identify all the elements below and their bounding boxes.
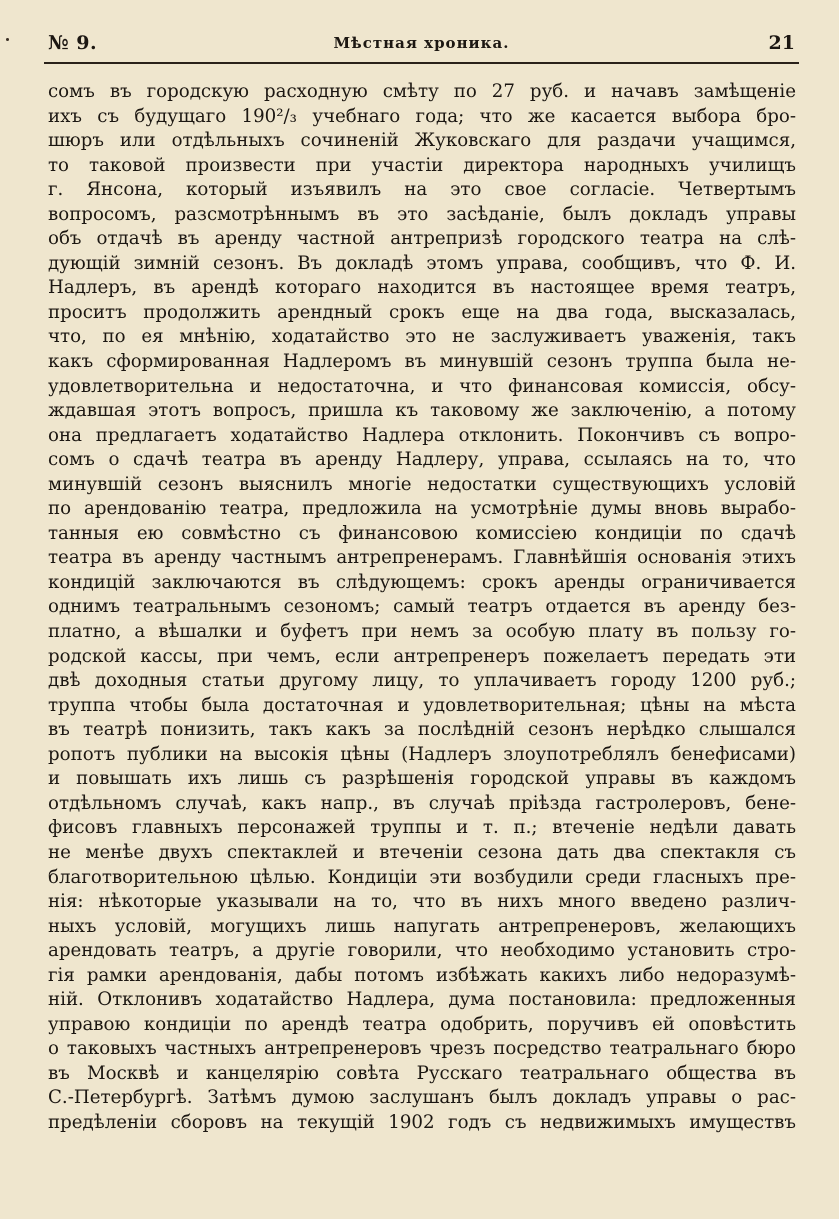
text-line: какъ сформированная Надлеромъ въ минувшій сезонъ труппа была не- <box>48 351 796 373</box>
text-line: въ театрѣ понизить, такъ какъ за послѣдній сезонъ нерѣдко слышался <box>48 719 796 741</box>
text-line: однимъ театральнымъ сезономъ; самый театръ отдается въ аренду без- <box>48 596 796 618</box>
text-line: С.-Петербургѣ. Затѣмъ думою заслушанъ былъ докладъ управы о рас- <box>48 1087 796 1109</box>
text-line: минувшій сезонъ выяснилъ многіе недостатки существующихъ условій <box>48 473 796 495</box>
text-line: танныя ею совмѣстно съ финансовою комиссіею кондиціи по сдачѣ <box>48 522 796 544</box>
text-line: благотворительною цѣлью. Кондиціи эти возбудили среди гласныхъ пре- <box>48 866 796 888</box>
page-number: 21 <box>768 32 795 54</box>
paper-speck <box>6 38 9 41</box>
text-line: платно, а вѣшалки и буфетъ при немъ за особую плату въ пользу го- <box>48 621 796 643</box>
text-line: г. Янсона, который изъявилъ на это свое согласіе. Четвертымъ <box>48 179 796 201</box>
section-title: Мѣстная хроника. <box>333 34 510 52</box>
text-line: она предлагаетъ ходатайство Надлера отклонить. Покончивъ съ вопро- <box>48 424 796 446</box>
issue-number: № 9. <box>48 32 98 54</box>
text-line: кондицій заключаются въ слѣдующемъ: срокъ аренды ограничивается <box>48 571 796 593</box>
text-line: что, по ея мнѣнію, ходатайство это не заслуживаетъ уваженія, такъ <box>48 326 796 348</box>
text-line: нія: нѣкоторые указывали на то, что въ нихъ много введено различ- <box>48 891 796 913</box>
text-line: двѣ доходныя статьи другому лицу, то уплачиваетъ городу 1200 руб.; <box>48 670 796 692</box>
text-line: сомъ въ городскую расходную смѣту по 27 руб. и начавъ замѣщеніе <box>48 81 796 102</box>
text-line: гія рамки арендованія, дабы потомъ избѣжать какихъ либо недоразумѣ- <box>48 964 796 986</box>
text-line: о таковыхъ частныхъ антрепренеровъ чрезъ посредство театральнаго бюро <box>48 1038 796 1060</box>
text-line: по арендованію театра, предложила на усмотрѣніе думы вновь вырабо- <box>48 498 796 520</box>
text-line: дующій зимній сезонъ. Въ докладѣ этомъ управа, сообщивъ, что Ф. И. <box>48 252 796 274</box>
text-line: управою кондиціи по арендѣ театра одобрить, поручивъ ей оповѣстить <box>48 1013 796 1035</box>
text-line: удовлетворительна и недостаточна, и что финансовая комиссія, обсу- <box>48 375 796 397</box>
text-line: и повышать ихъ лишь съ разрѣшенія городской управы въ каждомъ <box>48 768 796 790</box>
text-line: въ Москвѣ и канцелярію совѣта Русскаго театральнаго общества въ <box>48 1062 796 1084</box>
text-line: отдѣльномъ случаѣ, какъ напр., въ случаѣ пріѣзда гастролеровъ, бене- <box>48 792 796 814</box>
text-line: предѣленіи сборовъ на текущій 1902 годъ съ недвижимыхъ имуществъ <box>48 1111 796 1133</box>
text-line: ждавшая этотъ вопросъ, пришла къ таковому же заключенію, а потому <box>48 400 796 422</box>
text-line: сомъ о сдачѣ театра въ аренду Надлеру, управа, ссылаясь на то, что <box>48 449 796 471</box>
text-line: театра въ аренду частнымъ антрепренерамъ. Главнѣйшія основанія этихъ <box>48 547 796 569</box>
text-line: фисовъ главныхъ персонажей труппы и т. п.; втеченіе недѣли давать <box>48 817 796 839</box>
text-line: труппа чтобы была достаточная и удовлетворительная; цѣны на мѣста <box>48 694 796 716</box>
page-header <box>44 30 799 60</box>
text-line: то таковой произвести при участіи директора народныхъ училищъ <box>48 154 796 176</box>
text-line: вопросомъ, разсмотрѣннымъ въ это засѣданіе, былъ докладъ управы <box>48 203 796 225</box>
text-line: ихъ съ будущаго 190²/₃ учебнаго года; что же касается выбора бро- <box>48 105 796 127</box>
article-body <box>48 80 796 1136</box>
text-line: родской кассы, при чемъ, если антрепренеръ пожелаетъ передать эти <box>48 645 796 667</box>
text-line: шюръ или отдѣльныхъ сочиненій Жуковскаго для раздачи учащимся, <box>48 130 796 152</box>
text-line: Надлеръ, въ арендѣ котораго находится въ настоящее время театръ, <box>48 277 796 299</box>
header-rule <box>44 62 799 64</box>
text-line: ропотъ публики на высокія цѣны (Надлеръ злоупотреблялъ бенефисами) <box>48 743 796 765</box>
text-line: объ отдачѣ въ аренду частной антрепризѣ городского театра на слѣ- <box>48 228 796 250</box>
text-line: ній. Отклонивъ ходатайство Надлера, дума постановила: предложенныя <box>48 989 796 1011</box>
text-line: проситъ продолжить арендный срокъ еще на два года, высказалась, <box>48 301 796 323</box>
text-line: не менѣе двухъ спектаклей и втеченіи сезона дать два спектакля съ <box>48 841 796 863</box>
text-line: арендовать театръ, а другіе говорили, что необходимо установить стро- <box>48 940 796 962</box>
text-line: ныхъ условій, могущихъ лишь напугать антрепренеровъ, желающихъ <box>48 915 796 937</box>
